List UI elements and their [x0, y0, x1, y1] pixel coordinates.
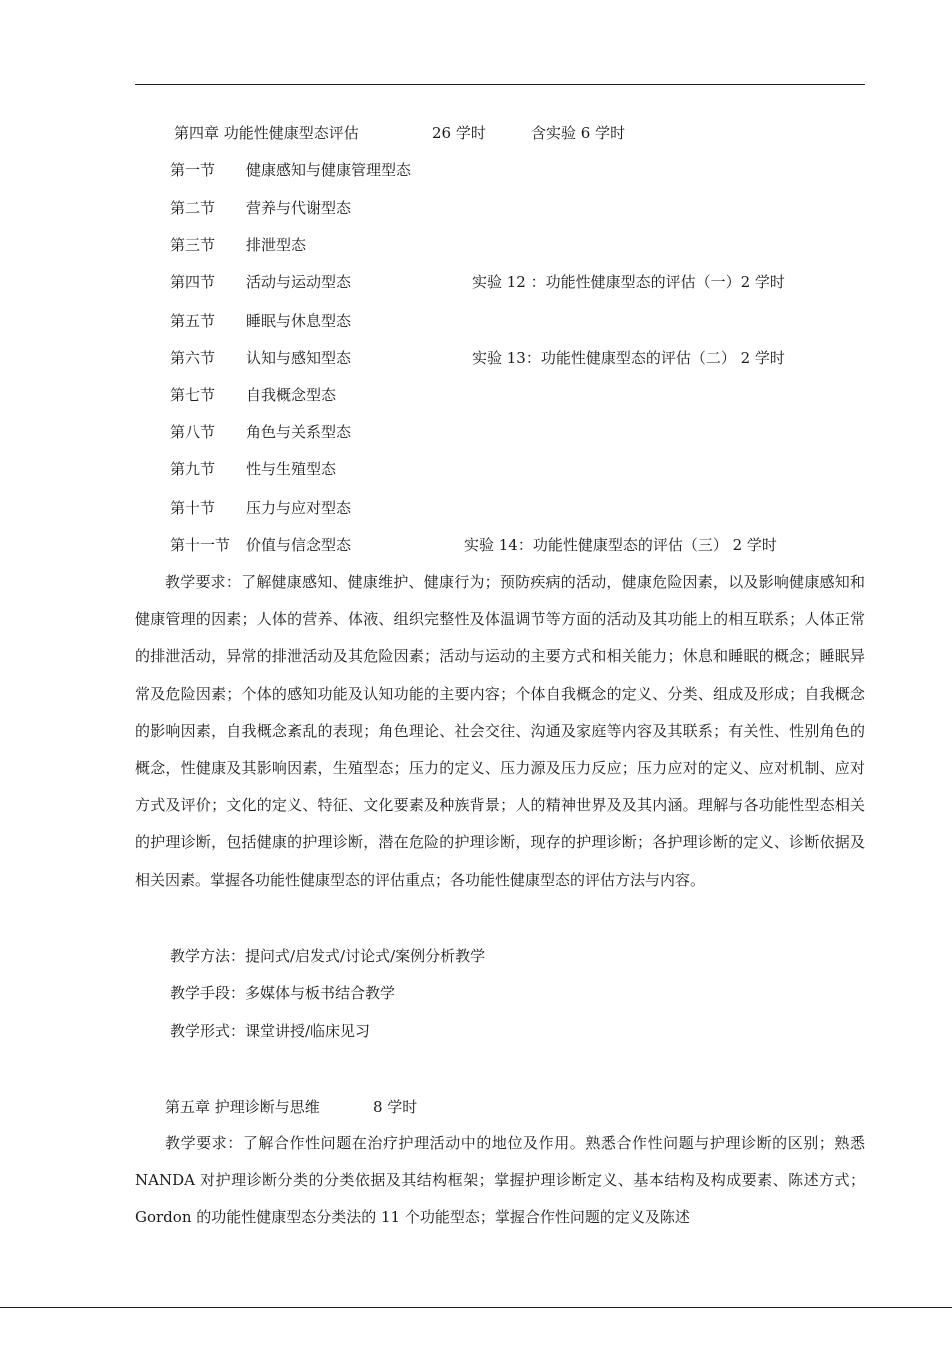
- chapter-5-requirements: 教学要求：了解合作性问题在治疗护理活动中的地位及作用。熟悉合作性问题与护理诊断的区别；熟悉 NANDA 对护理诊断分类的分类依据及其结构框架；掌握护理诊断定义、基本结构及构成要素、陈述方式；Gordon 的功能性健康型态分类法的 11 个功能型态；掌握合作性问题的定义及陈述: [135, 1134, 865, 1227]
- section-title: 价值与信念型态: [246, 536, 352, 554]
- section-label: 第五节: [170, 312, 216, 330]
- section-title: 排泄型态: [246, 236, 307, 254]
- header-rule: [135, 84, 865, 85]
- section-title: 自我概念型态: [246, 386, 337, 404]
- section-title: 活动与运动型态: [246, 273, 352, 291]
- section-label: 第二节: [170, 199, 216, 217]
- section-label: 第三节: [170, 236, 216, 254]
- section-title: 性与生殖型态: [246, 460, 337, 478]
- section-title: 认知与感知型态: [246, 349, 352, 367]
- teaching-means: 教学手段：多媒体与板书结合教学: [170, 984, 396, 1002]
- teaching-form: 教学形式：课堂讲授/临床见习: [170, 1022, 371, 1040]
- section-title: 压力与应对型态: [246, 499, 352, 517]
- section-title: 角色与关系型态: [246, 423, 352, 441]
- chapter-4-requirements: 教学要求：了解健康感知、健康维护、健康行为；预防疾病的活动，健康危险因素，以及影响健康感知和健康管理的因素；人体的营养、体液、组织完整性及体温调节等方面的活动及其功能上的相互联系；人体正常的排泄活动，异常的排泄活动及其危险因素；活动与运动的主要方式和相关能力；休息和睡眠的概念；睡眠异常及危险因素；个体的感知功能及认知功能的主要内容；个体自我概念的定义、分类、组成及形成；自我概念的影响因素，自我概念紊乱的表现；角色理论、社会交往、沟通及家庭等内容及其联系；有关性、性别角色的概念，性健康及其影响因素，生殖型态；压力的定义、压力源及压力反应；压力应对的定义、应对机制、应对方式及评价；文化的定义、特征、文化要素及种族背景；人的精神世界及及其内涵。理解与各功能性型态相关的护理诊断，包括健康的护理诊断，潜在危险的护理诊断，现存的护理诊断；各护理诊断的定义、诊断依据及相关因素。掌握各功能性健康型态的评估重点；各功能性健康型态的评估方法与内容。: [135, 573, 865, 889]
- section-lab: 实验 14：功能性健康型态的评估（三） 2 学时: [464, 536, 777, 554]
- section-label: 第八节: [170, 423, 216, 441]
- section-lab: 实验 12 ：功能性健康型态的评估（一）2 学时: [472, 273, 785, 291]
- section-title: 健康感知与健康管理型态: [246, 161, 412, 179]
- section-label: 第七节: [170, 386, 216, 404]
- section-label: 第六节: [170, 349, 216, 367]
- chapter-4-title: 第四章 功能性健康型态评估: [174, 124, 359, 142]
- section-label: 第十节: [170, 499, 216, 517]
- section-label: 第四节: [170, 273, 216, 291]
- chapter-5-hours: 8 学时: [373, 1098, 418, 1116]
- section-lab: 实验 13：功能性健康型态的评估（二） 2 学时: [472, 349, 785, 367]
- chapter-4-hours: 26 学时: [432, 124, 486, 142]
- chapter-4-lab-hours: 含实验 6 学时: [531, 124, 626, 142]
- chapter-5-title: 第五章 护理诊断与思维: [165, 1098, 320, 1116]
- section-label: 第十一节: [170, 536, 231, 554]
- footer-rule: [0, 1307, 952, 1308]
- teaching-method: 教学方法：提问式/启发式/讨论式/案例分析教学: [170, 947, 486, 965]
- section-title: 睡眠与休息型态: [246, 312, 352, 330]
- section-label: 第一节: [170, 161, 216, 179]
- section-title: 营养与代谢型态: [246, 199, 352, 217]
- section-label: 第九节: [170, 460, 216, 478]
